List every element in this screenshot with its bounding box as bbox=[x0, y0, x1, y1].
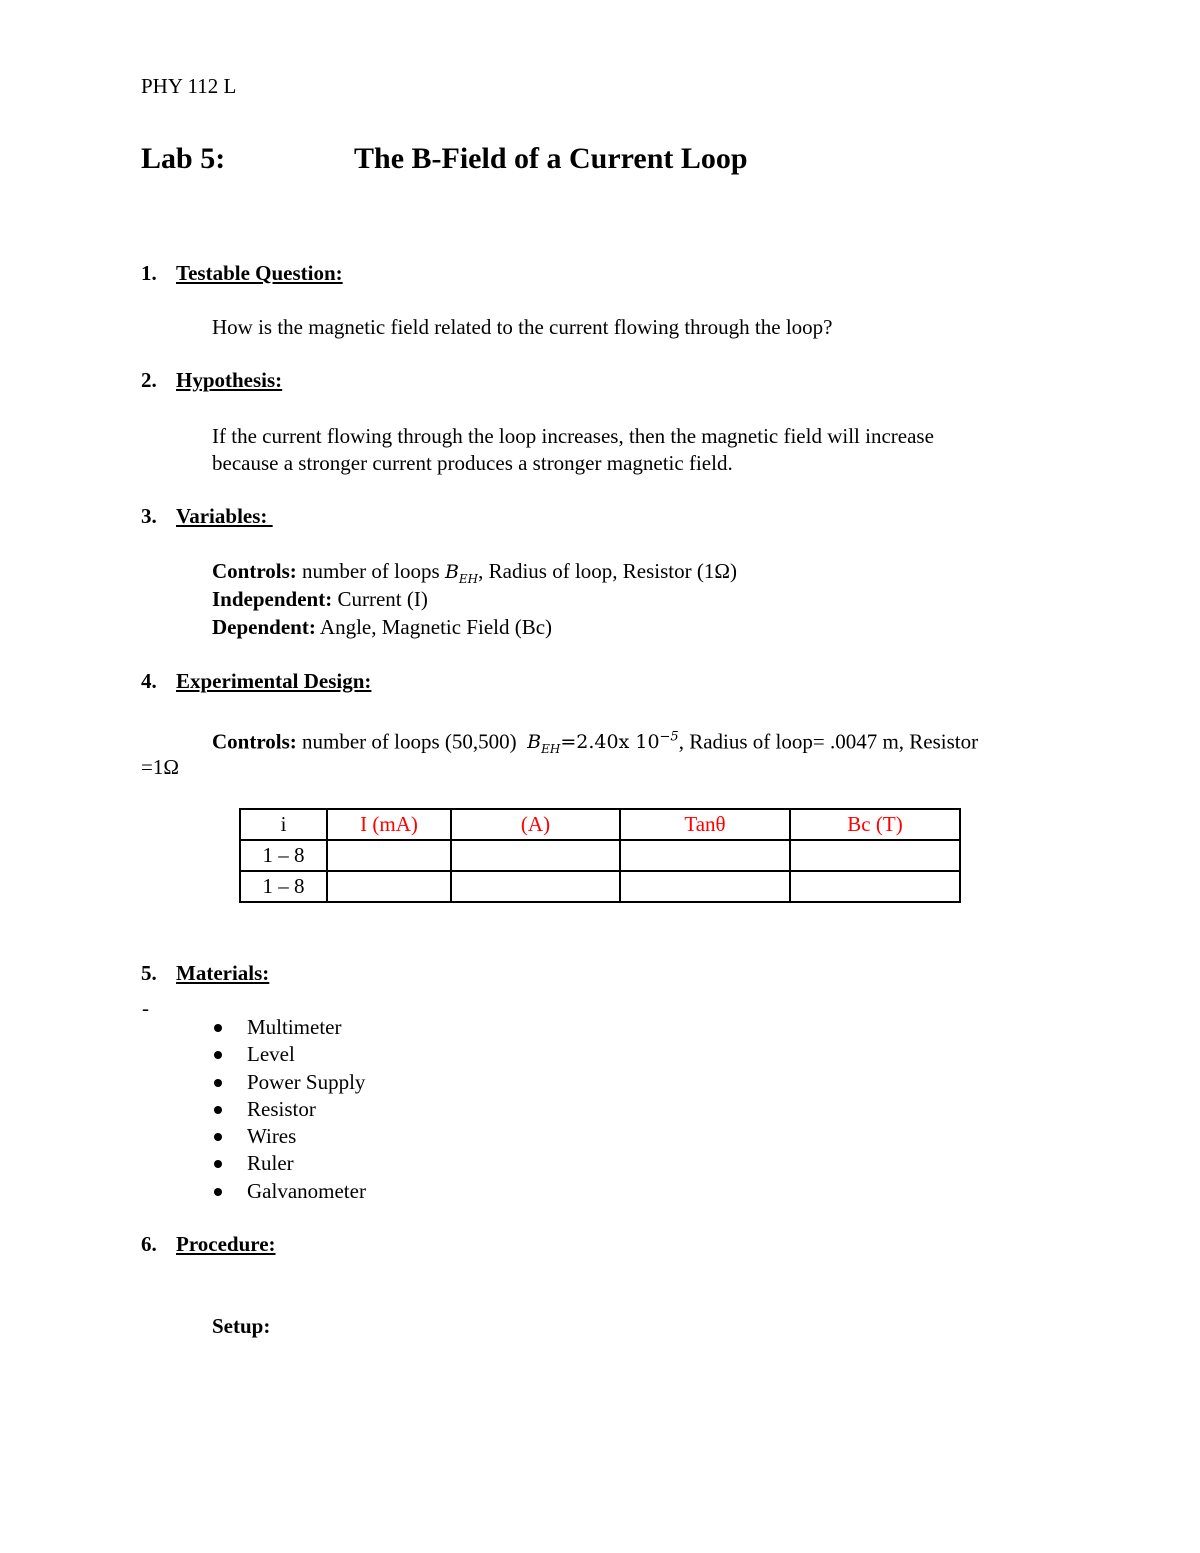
material-label: Wires bbox=[247, 1124, 297, 1149]
hypothesis-line-1: If the current flowing through the loop increases, then the magnetic field will increase bbox=[212, 424, 934, 448]
controls-text-b: , Radius of loop, Resistor (1Ω) bbox=[478, 559, 737, 583]
section-experimental-design bbox=[141, 669, 371, 694]
table-cell: 1 – 8 bbox=[240, 871, 327, 902]
section-number: 4. bbox=[141, 669, 157, 693]
header-cell-current-ma: I (mA) bbox=[327, 809, 451, 840]
hypothesis-line-2: because a stronger current produces a stronger magnetic field. bbox=[212, 451, 733, 475]
section-number: 1. bbox=[141, 261, 157, 285]
list-item bbox=[212, 1123, 366, 1150]
section-title: Materials: bbox=[176, 961, 270, 985]
header-cell-bc: Bc (T) bbox=[790, 809, 960, 840]
table-cell bbox=[790, 840, 960, 871]
math-eq: =2.40x 10 bbox=[560, 731, 660, 754]
section-variables bbox=[141, 504, 273, 529]
header-cell-tan-theta: Tanθ bbox=[620, 809, 790, 840]
section-testable-question bbox=[141, 261, 343, 286]
lab-number: Lab 5: bbox=[141, 142, 226, 175]
math-sub: EH bbox=[541, 742, 561, 757]
material-label: Multimeter bbox=[247, 1015, 342, 1039]
math-b: B bbox=[444, 561, 459, 583]
course-code: PHY 112 L bbox=[141, 74, 237, 98]
table-cell bbox=[451, 871, 620, 902]
table-cell bbox=[620, 871, 790, 902]
bullet-icon bbox=[214, 1079, 222, 1087]
section-materials bbox=[141, 961, 269, 986]
section-hypothesis bbox=[141, 368, 282, 393]
section-title: Testable Question: bbox=[176, 261, 343, 285]
material-label: Resistor bbox=[247, 1096, 316, 1121]
math-sub: EH bbox=[458, 571, 479, 586]
testable-question-text: How is the magnetic field related to the current flowing through the loop? bbox=[212, 315, 833, 339]
design-controls-cont: =1Ω bbox=[141, 755, 179, 779]
list-item bbox=[212, 1014, 366, 1041]
list-item bbox=[212, 1069, 366, 1096]
b-eh-equation bbox=[527, 730, 679, 757]
dependent-text: Angle, Magnetic Field (Bc) bbox=[315, 615, 553, 639]
table-header-row bbox=[240, 809, 960, 840]
material-label: Level bbox=[247, 1042, 295, 1067]
bullet-icon bbox=[214, 1051, 222, 1059]
variables-dependent bbox=[212, 614, 552, 641]
bullet-icon bbox=[214, 1133, 222, 1141]
variables-independent bbox=[212, 586, 428, 613]
table-cell bbox=[620, 840, 790, 871]
setup-heading: Setup: bbox=[212, 1314, 271, 1338]
table-row bbox=[240, 840, 960, 871]
material-label: Ruler bbox=[247, 1151, 294, 1176]
table-cell bbox=[327, 840, 451, 871]
table-cell: 1 – 8 bbox=[240, 840, 327, 871]
independent-text: Current (I) bbox=[332, 587, 428, 611]
controls-text-a: number of loops bbox=[296, 559, 445, 583]
design-controls bbox=[212, 724, 978, 763]
list-item bbox=[212, 1178, 366, 1205]
section-procedure bbox=[141, 1232, 276, 1257]
header-cell-current-a: (A) bbox=[451, 809, 620, 840]
material-label: Galvanometer bbox=[247, 1178, 366, 1203]
data-table bbox=[239, 808, 961, 903]
controls-text-a: number of loops (50,500) bbox=[296, 729, 528, 754]
bullet-icon bbox=[214, 1024, 222, 1032]
math-b: B bbox=[527, 731, 542, 754]
b-eh-symbol bbox=[444, 561, 479, 586]
dependent-label: Dependent: bbox=[212, 615, 316, 639]
lab-title: The B-Field of a Current Loop bbox=[354, 142, 748, 175]
materials-list bbox=[212, 1014, 366, 1205]
section-title: Procedure: bbox=[176, 1232, 276, 1256]
section-title: Hypothesis: bbox=[176, 368, 283, 392]
bullet-icon bbox=[214, 1106, 222, 1114]
bullet-icon bbox=[214, 1160, 222, 1168]
list-item bbox=[212, 1041, 366, 1068]
math-exp: −5 bbox=[659, 730, 679, 745]
table-cell bbox=[327, 871, 451, 902]
table-cell bbox=[451, 840, 620, 871]
controls-label: Controls: bbox=[212, 559, 297, 583]
controls-text-b: , Radius of loop= .0047 m, Resistor bbox=[678, 729, 979, 754]
controls-label: Controls: bbox=[212, 729, 297, 754]
list-item bbox=[212, 1096, 366, 1123]
section-title: Variables: bbox=[176, 504, 273, 528]
section-number: 6. bbox=[141, 1232, 157, 1256]
section-title: Experimental Design: bbox=[176, 669, 372, 693]
list-item bbox=[212, 1150, 366, 1177]
table-cell bbox=[790, 871, 960, 902]
section-number: 3. bbox=[141, 504, 157, 528]
material-label: Power Supply bbox=[247, 1069, 366, 1094]
table-row bbox=[240, 871, 960, 902]
section-number: 2. bbox=[141, 368, 157, 392]
header-cell-i: i bbox=[240, 809, 327, 840]
independent-label: Independent: bbox=[212, 587, 333, 611]
materials-dash: - bbox=[142, 996, 149, 1020]
section-number: 5. bbox=[141, 961, 157, 985]
bullet-icon bbox=[214, 1188, 222, 1196]
